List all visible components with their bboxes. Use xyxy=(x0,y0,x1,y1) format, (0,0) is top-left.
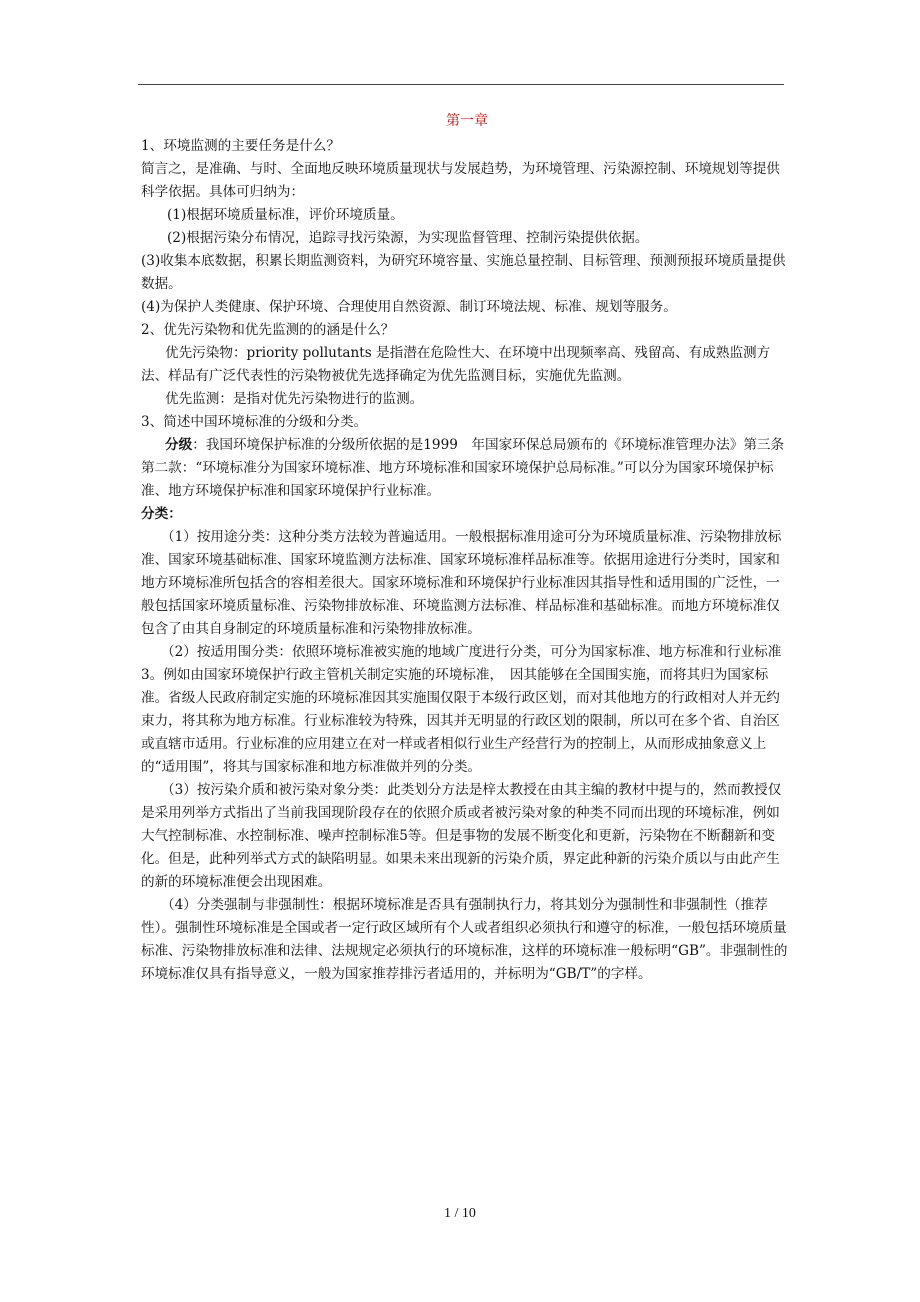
grading-label: 分级 xyxy=(165,437,193,453)
question-1-item-2: (2)根据污染分布情况，追踪寻找污染源，为实现监督管理、控制污染提供依据。 xyxy=(167,230,649,246)
question-2-definition-2: 优先监测：是指对优先污染物进行的监测。 xyxy=(165,391,424,407)
classification-item-1: （1）按用途分类：这种分类方法较为普遍适用。一般根据标准用途可分为环境质量标准、污染物排放标准、国家环境基础标准、国家环境监测方法标准、国家环境标准样品标准等。依据用途进行分类时，国家和地方环境标准所包括含的容相差很大。国家环境标准和环境保护行业标准因其指导性和适用围的广泛性，一般包括国家环境质量标准、污染物排放标准、环境监测方法标准、样品标准和基础标准。而地方环境标准仅包含了由其自身制定的环境质量标准和污染物排放标准。 xyxy=(141,529,782,637)
chapter-title: 第一章 xyxy=(446,113,488,129)
question-2-definition-1: 优先污染物：priority pollutants 是指潜在危险性大、在环境中出现频率高、残留高、有成熟监测方法、样品有广泛代表性的污染物被优先选择确定为优先监测目标，实施优先监测。 xyxy=(141,345,771,384)
classification-label: 分类 xyxy=(141,506,169,522)
classification-item-4: （4）分类强制与非强制性：根据环境标准是否具有强制执行力，将其划分为强制性和非强制性（推荐性）。强制性环境标准是全国或者一定行政区域所有个人或者组织必须执行和遵守的标准，一般包括环境质量标准、污染物排放标准和法律、法规规定必须执行的环境标准，这样的环境标准一般标明“GB”。非强制性的环境标准仅具有指导意义，一般为国家推荐排污者适用的，并标明为“GB/T”的字样。 xyxy=(141,897,788,982)
question-1: 1、环境监测的主要任务是什么？ xyxy=(141,138,340,154)
classification-colon: ： xyxy=(168,506,182,522)
classification-item-2: （2）按适用围分类：依照环境标准被实施的地域广度进行分类，可分为国家标准、地方标准和行业标准3。例如由国家环境保护行政主管机关制定实施的环境标准， 因其能够在全国围实施，而将其归为国家标准。省级人民政府制定实施的环境标准因其实施围仅限于本级行政区划，而对其他地方的行政相对人并无约束力，将其称为地方标准。行业标准较为特殊，因其并无明显的行政区划的限制，所以可在多个省、自治区或直辖市适用。行业标准的应用建立在对一样或者相似行业生产经营行为的控制上，从而形成抽象意义上的“适用围”，将其与国家标准和地方标准做并列的分类。 xyxy=(141,644,782,775)
header-rule xyxy=(138,84,784,85)
document-body xyxy=(141,110,793,986)
question-1-item-4: (4)为保护人类健康、保护环境、合理使用自然资源、制订环境法规、标准、规划等服务。 xyxy=(141,299,677,315)
page-number: 1 / 10 xyxy=(444,1206,476,1221)
grading-paragraph xyxy=(141,434,793,503)
question-1-item-3: (3)收集本底数据，积累长期监测资料，为研究环境容量、实施总量控制、目标管理、预测预报环境质量提供数据。 xyxy=(141,253,786,292)
classification-heading xyxy=(141,503,793,526)
question-1-intro: 简言之，是准确、与时、全面地反映环境质量现状与发展趋势，为环境管理、污染源控制、环境规划等提供科学依据。具体可归纳为： xyxy=(141,161,780,200)
question-3: 3、简述中国环境标准的分级和分类。 xyxy=(141,414,368,430)
classification-item-3: （3）按污染介质和被污染对象分类：此类划分方法是梓太教授在由其主编的教材中提与的，然而教授仅是采用列举方式指出了当前我国现阶段存在的依照介质或者被污染对象的种类不同而出现的环境标准，例如大气控制标准、水控制标准、噪声控制标准5等。但是事物的发展不断变化和更新，污染物在不断翻新和变化。但是，此种列举式方式的缺陷明显。如果未来出现新的污染介质，界定此种新的污染介质以与由此产生的新的环境标准便会出现困难。 xyxy=(141,782,782,890)
question-2: 2、优先污染物和优先监测的的涵是什么？ xyxy=(141,322,395,338)
question-1-item-1: (1)根据环境质量标准，评价环境质量。 xyxy=(167,207,404,223)
grading-text: ：我国环境保护标准的分级所依据的是1999 年国家环保总局颁布的《环境标准管理办法》第三条第二款：“环境标准分为国家环境标准、地方环境标准和国家环境保护总局标准。”可以分为国家环境保护标准、地方环境保护标准和国家环境保护行业标准。 xyxy=(141,437,785,499)
